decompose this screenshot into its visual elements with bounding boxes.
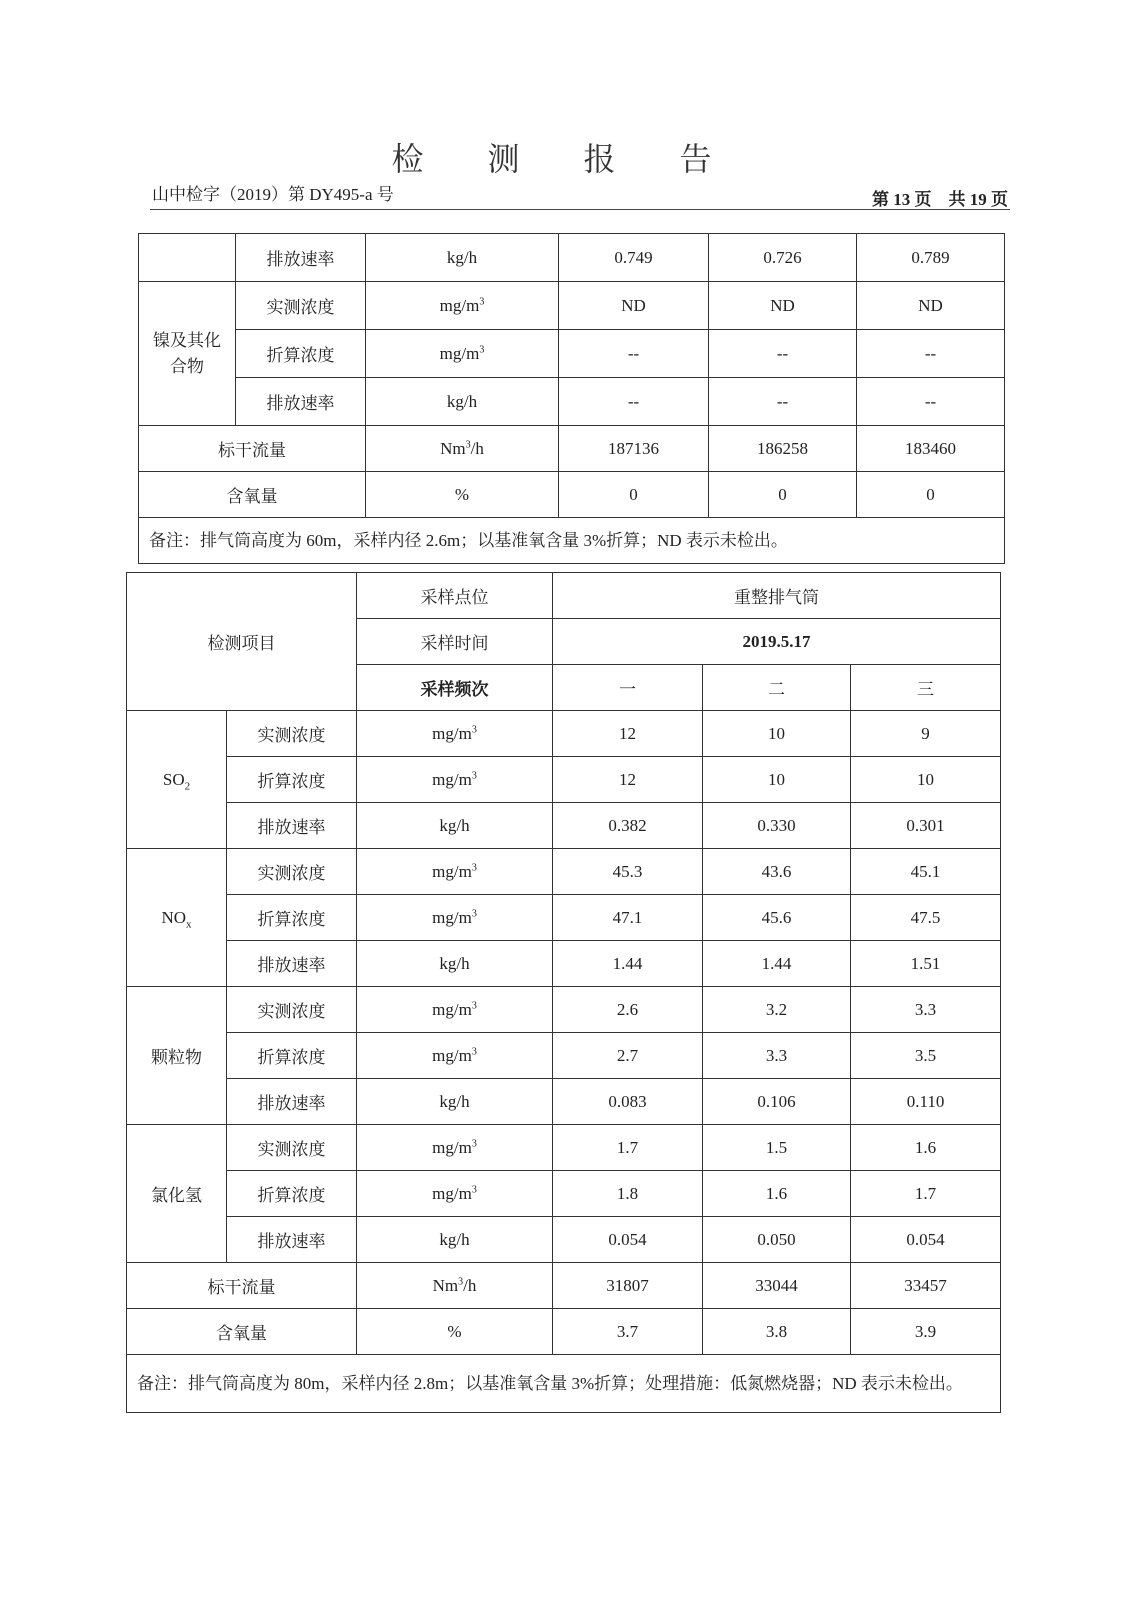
unit-superscript: 3	[465, 438, 471, 450]
value-cell: --	[559, 378, 709, 426]
unit-cell	[357, 1171, 553, 1217]
value-cell: --	[857, 330, 1005, 378]
group-name-so2	[127, 711, 227, 849]
results-table-reforming-stack	[126, 572, 1001, 1413]
point-value: 重整排气筒	[553, 573, 1001, 619]
value-cell: 0.083	[553, 1079, 703, 1125]
group-name-text: NO	[161, 907, 187, 927]
value-cell: 187136	[559, 426, 709, 472]
value-cell: 45.1	[851, 849, 1001, 895]
value-cell: 1.44	[553, 941, 703, 987]
value-cell: 10	[703, 711, 851, 757]
value-cell: 0.054	[553, 1217, 703, 1263]
param-label: 排放速率	[227, 941, 357, 987]
value-cell: 1.6	[703, 1171, 851, 1217]
value-cell: 1.5	[703, 1125, 851, 1171]
value-cell: 1.7	[851, 1171, 1001, 1217]
value-cell: 0	[857, 472, 1005, 518]
table-row	[127, 757, 1001, 803]
param-label: 实测浓度	[227, 987, 357, 1033]
table-row	[127, 1217, 1001, 1263]
value-cell: 0.110	[851, 1079, 1001, 1125]
param-label: 折算浓度	[227, 895, 357, 941]
value-cell: 3.3	[851, 987, 1001, 1033]
flow-label: 标干流量	[127, 1263, 357, 1309]
unit-cell: kg/h	[366, 378, 559, 426]
point-label: 采样点位	[357, 573, 553, 619]
frequency-value: 二	[703, 665, 851, 711]
remarks-note: 备注：排气筒高度为 60m，采样内径 2.6m；以基准氧含量 3%折算；ND 表示未检出。	[139, 518, 1005, 564]
unit-text: Nm	[440, 438, 466, 458]
unit-cell	[357, 1033, 553, 1079]
time-label: 采样时间	[357, 619, 553, 665]
oxygen-label: 含氧量	[139, 472, 366, 518]
table-row	[127, 895, 1001, 941]
remarks-note: 备注：排气筒高度为 80m，采样内径 2.8m；以基准氧含量 3%折算；处理措施：低氮燃烧器；ND 表示未检出。	[127, 1355, 1001, 1413]
table-row	[127, 1033, 1001, 1079]
value-cell: 31807	[553, 1263, 703, 1309]
unit-text: mg/m	[432, 769, 472, 789]
unit-superscript: 3	[471, 769, 477, 781]
unit-cell: kg/h	[357, 941, 553, 987]
unit-superscript: 3	[458, 1275, 464, 1287]
param-label: 排放速率	[236, 234, 366, 282]
value-cell: 0.330	[703, 803, 851, 849]
unit-cell: kg/h	[357, 1217, 553, 1263]
frequency-value: 三	[851, 665, 1001, 711]
unit-text: Nm	[432, 1275, 459, 1295]
time-value: 2019.5.17	[553, 619, 1001, 665]
unit-cell: kg/h	[357, 803, 553, 849]
unit-cell	[357, 1263, 553, 1309]
param-label: 实测浓度	[227, 849, 357, 895]
value-cell: 3.5	[851, 1033, 1001, 1079]
page-indicator: 第 13 页 共 19 页	[872, 190, 1008, 209]
unit-cell	[366, 282, 559, 330]
group-name-hcl	[127, 1125, 227, 1263]
param-label: 实测浓度	[236, 282, 366, 330]
value-cell: 43.6	[703, 849, 851, 895]
value-cell: 1.44	[703, 941, 851, 987]
unit-superscript: 3	[471, 1183, 477, 1195]
value-cell: 10	[851, 757, 1001, 803]
value-cell: --	[857, 378, 1005, 426]
table-row	[127, 711, 1001, 757]
value-cell: ND	[559, 282, 709, 330]
unit-cell	[357, 987, 553, 1033]
unit-cell	[366, 426, 559, 472]
value-cell: ND	[709, 282, 857, 330]
unit-cell	[366, 330, 559, 378]
frequency-label: 采样频次	[357, 665, 553, 711]
table-row	[127, 1263, 1001, 1309]
value-cell: 45.3	[553, 849, 703, 895]
value-cell: 0	[559, 472, 709, 518]
unit-cell	[357, 895, 553, 941]
unit-superscript: 3	[471, 1137, 477, 1149]
unit-text: mg/m	[432, 1183, 472, 1203]
table-row	[127, 1079, 1001, 1125]
unit-text: mg/m	[439, 343, 480, 363]
group-name-text: 颗粒物	[151, 1048, 202, 1067]
table-row	[139, 378, 1005, 426]
unit-text: mg/m	[432, 999, 472, 1019]
value-cell: 0.726	[709, 234, 857, 282]
unit-cell: %	[366, 472, 559, 518]
flow-label: 标干流量	[139, 426, 366, 472]
group-name-subscript: x	[186, 917, 192, 930]
unit-superscript: 3	[479, 295, 485, 307]
table-row	[127, 941, 1001, 987]
table-row	[127, 803, 1001, 849]
group-name-text: 镍及其化合物	[153, 330, 221, 376]
table-row	[139, 234, 1005, 282]
value-cell: 1.7	[553, 1125, 703, 1171]
item-header: 检测项目	[127, 573, 357, 711]
value-cell: 0	[709, 472, 857, 518]
value-cell: 3.2	[703, 987, 851, 1033]
unit-superscript: 3	[471, 723, 477, 735]
value-cell: 1.51	[851, 941, 1001, 987]
value-cell: 0.789	[857, 234, 1005, 282]
value-cell: --	[709, 378, 857, 426]
value-cell: 0.301	[851, 803, 1001, 849]
value-cell: ND	[857, 282, 1005, 330]
unit-text: mg/m	[432, 723, 472, 743]
unit-cell	[357, 1125, 553, 1171]
param-label: 实测浓度	[227, 1125, 357, 1171]
value-cell: 33044	[703, 1263, 851, 1309]
unit-cell	[357, 711, 553, 757]
unit-superscript: 3	[479, 343, 485, 355]
table-row	[139, 426, 1005, 472]
unit-text: mg/m	[432, 1045, 472, 1065]
param-label: 折算浓度	[227, 1033, 357, 1079]
value-cell: 3.3	[703, 1033, 851, 1079]
unit-cell	[357, 757, 553, 803]
unit-cell	[357, 849, 553, 895]
value-cell: 1.8	[553, 1171, 703, 1217]
table-row	[139, 472, 1005, 518]
param-label: 排放速率	[227, 803, 357, 849]
unit-text: mg/m	[432, 907, 472, 927]
param-label: 排放速率	[227, 1079, 357, 1125]
value-cell: --	[709, 330, 857, 378]
value-cell: 12	[553, 711, 703, 757]
value-cell: 186258	[709, 426, 857, 472]
unit-superscript: 3	[471, 999, 477, 1011]
unit-text: mg/m	[432, 1137, 472, 1157]
results-table-continued	[138, 233, 1005, 564]
table-row	[139, 282, 1005, 330]
value-cell: 47.1	[553, 895, 703, 941]
group-name-particulate	[127, 987, 227, 1125]
unit-superscript: 3	[471, 861, 477, 873]
unit-cell: kg/h	[357, 1079, 553, 1125]
value-cell: 12	[553, 757, 703, 803]
unit-text: /h	[470, 438, 484, 458]
param-label: 排放速率	[236, 378, 366, 426]
unit-superscript: 3	[471, 907, 477, 919]
table-row	[139, 518, 1005, 564]
table-row	[127, 849, 1001, 895]
value-cell: --	[559, 330, 709, 378]
value-cell: 0.054	[851, 1217, 1001, 1263]
page-title: 检 测 报 告	[391, 141, 740, 177]
group-name-text: SO	[162, 769, 185, 789]
frequency-value: 一	[553, 665, 703, 711]
value-cell: 1.6	[851, 1125, 1001, 1171]
table-row	[127, 1171, 1001, 1217]
header-divider	[150, 209, 1010, 210]
table-row	[139, 330, 1005, 378]
value-cell: 47.5	[851, 895, 1001, 941]
group-name-nickel	[139, 282, 236, 426]
group-name-text: 氯化氢	[151, 1186, 202, 1205]
value-cell: 45.6	[703, 895, 851, 941]
value-cell: 9	[851, 711, 1001, 757]
value-cell: 33457	[851, 1263, 1001, 1309]
unit-cell: kg/h	[366, 234, 559, 282]
unit-text: /h	[463, 1275, 477, 1295]
table-row	[127, 1355, 1001, 1413]
value-cell: 10	[703, 757, 851, 803]
oxygen-label: 含氧量	[127, 1309, 357, 1355]
unit-superscript: 3	[471, 1045, 477, 1057]
param-label: 排放速率	[227, 1217, 357, 1263]
value-cell: 2.7	[553, 1033, 703, 1079]
value-cell: 0.749	[559, 234, 709, 282]
unit-text: mg/m	[439, 295, 480, 315]
table-row	[127, 987, 1001, 1033]
value-cell: 183460	[857, 426, 1005, 472]
report-number: 山中检字（2019）第 DY495-a 号	[152, 185, 394, 204]
value-cell: 3.7	[553, 1309, 703, 1355]
param-label: 折算浓度	[227, 757, 357, 803]
table-row	[127, 573, 1001, 619]
value-cell: 2.6	[553, 987, 703, 1033]
value-cell: 3.8	[703, 1309, 851, 1355]
value-cell: 0.382	[553, 803, 703, 849]
value-cell: 3.9	[851, 1309, 1001, 1355]
param-label: 折算浓度	[236, 330, 366, 378]
table-row	[127, 1125, 1001, 1171]
table-row	[127, 1309, 1001, 1355]
param-label: 折算浓度	[227, 1171, 357, 1217]
group-name-nox	[127, 849, 227, 987]
group-name-subscript: 2	[184, 779, 191, 792]
value-cell: 0.050	[703, 1217, 851, 1263]
value-cell: 0.106	[703, 1079, 851, 1125]
group-cell-continued	[139, 234, 236, 282]
unit-cell: %	[357, 1309, 553, 1355]
param-label: 实测浓度	[227, 711, 357, 757]
unit-text: mg/m	[432, 861, 472, 881]
